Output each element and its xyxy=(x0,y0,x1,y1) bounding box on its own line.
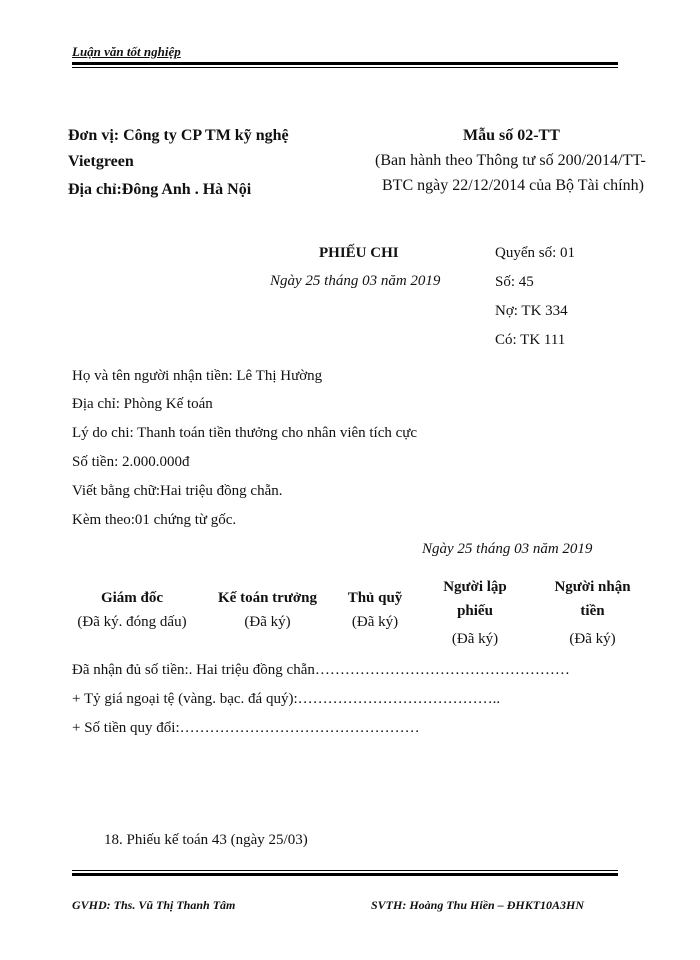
detail-recipient: Họ và tên người nhận tiền: Lê Thị Hường xyxy=(72,368,323,384)
header-rule-thin xyxy=(72,67,618,68)
signature-director xyxy=(62,586,202,634)
header-rule-thick xyxy=(72,62,618,65)
voucher-title: PHIẾU CHI xyxy=(319,245,399,261)
receipt-converted: + Số tiền quy đổi:………………………………………… xyxy=(72,720,420,736)
receipt-exchange-rate: + Tỷ giá ngoại tệ (vàng. bạc. đá quý):………………………………….. xyxy=(72,691,501,707)
footer-student: SVTH: Hoàng Thu Hiền – ĐHKT10A3HN xyxy=(371,898,585,912)
sign-date: Ngày 25 tháng 03 năm 2019 xyxy=(422,541,593,557)
detail-amount-words: Viết bằng chữ:Hai triệu đồng chẵn. xyxy=(72,483,283,499)
footer-rule-thick xyxy=(72,873,618,876)
signature-preparer-note: (Đã ký) xyxy=(451,631,499,647)
signature-chief-accountant-title: Kế toán trưởng xyxy=(218,590,317,606)
detail-reason: Lý do chi: Thanh toán tiền thưởng cho nhân viên tích cực xyxy=(72,425,418,441)
detail-address: Địa chỉ: Phòng Kế toán xyxy=(72,396,213,412)
unit-address: Địa chỉ:Đông Anh . Hà Nội xyxy=(68,181,252,198)
signature-treasurer xyxy=(335,586,415,634)
signature-director-note: (Đã ký. đóng dấu) xyxy=(77,614,187,630)
header-title: Luận văn tốt nghiệp xyxy=(72,44,181,59)
signature-receiver-note: (Đã ký) xyxy=(569,631,616,647)
form-issued-line2: BTC ngày 22/12/2014 của Bộ Tài chính) xyxy=(382,177,644,194)
document-caption: 18. Phiếu kế toán 43 (ngày 25/03) xyxy=(104,832,308,848)
signature-chief-accountant-note: (Đã ký) xyxy=(244,614,291,630)
form-issued-line1: (Ban hành theo Thông tư số 200/2014/TT- xyxy=(375,152,646,169)
footer-rule-thin xyxy=(72,870,618,871)
receipt-received: Đã nhận đủ số tiền:. Hai triệu đồng chẵn…………………………………………… xyxy=(72,662,570,678)
signature-preparer-title-line2: phiếu xyxy=(457,603,493,619)
unit-name-line2: Vietgreen xyxy=(68,153,134,170)
form-code: Mẫu số 02-TT xyxy=(463,127,560,144)
voucher-book-no: Quyển số: 01 xyxy=(495,245,575,261)
voucher-debit: Nợ: TK 334 xyxy=(495,303,568,319)
voucher-date: Ngày 25 tháng 03 năm 2019 xyxy=(270,273,441,289)
voucher-credit: Có: TK 111 xyxy=(495,332,566,348)
signature-receiver xyxy=(540,575,645,651)
signature-receiver-title-line1: Người nhận xyxy=(554,579,631,595)
voucher-number: Số: 45 xyxy=(495,274,534,290)
signature-preparer-title-line1: Người lập xyxy=(443,579,507,595)
signature-treasurer-note: (Đã ký) xyxy=(351,614,399,630)
detail-attached: Kèm theo:01 chứng từ gốc. xyxy=(72,512,237,528)
signature-director-title: Giám đốc xyxy=(100,590,164,606)
signature-receiver-title-line2: tiền xyxy=(580,603,605,619)
signature-treasurer-title: Thủ quỹ xyxy=(347,590,403,606)
detail-amount: Số tiền: 2.000.000đ xyxy=(72,454,190,470)
footer-advisor: GVHD: Ths. Vũ Thị Thanh Tâm xyxy=(72,898,236,912)
unit-name-line1: Đơn vị: Công ty CP TM kỹ nghệ xyxy=(68,127,289,144)
signature-preparer xyxy=(425,575,525,651)
signature-chief-accountant xyxy=(205,586,330,634)
